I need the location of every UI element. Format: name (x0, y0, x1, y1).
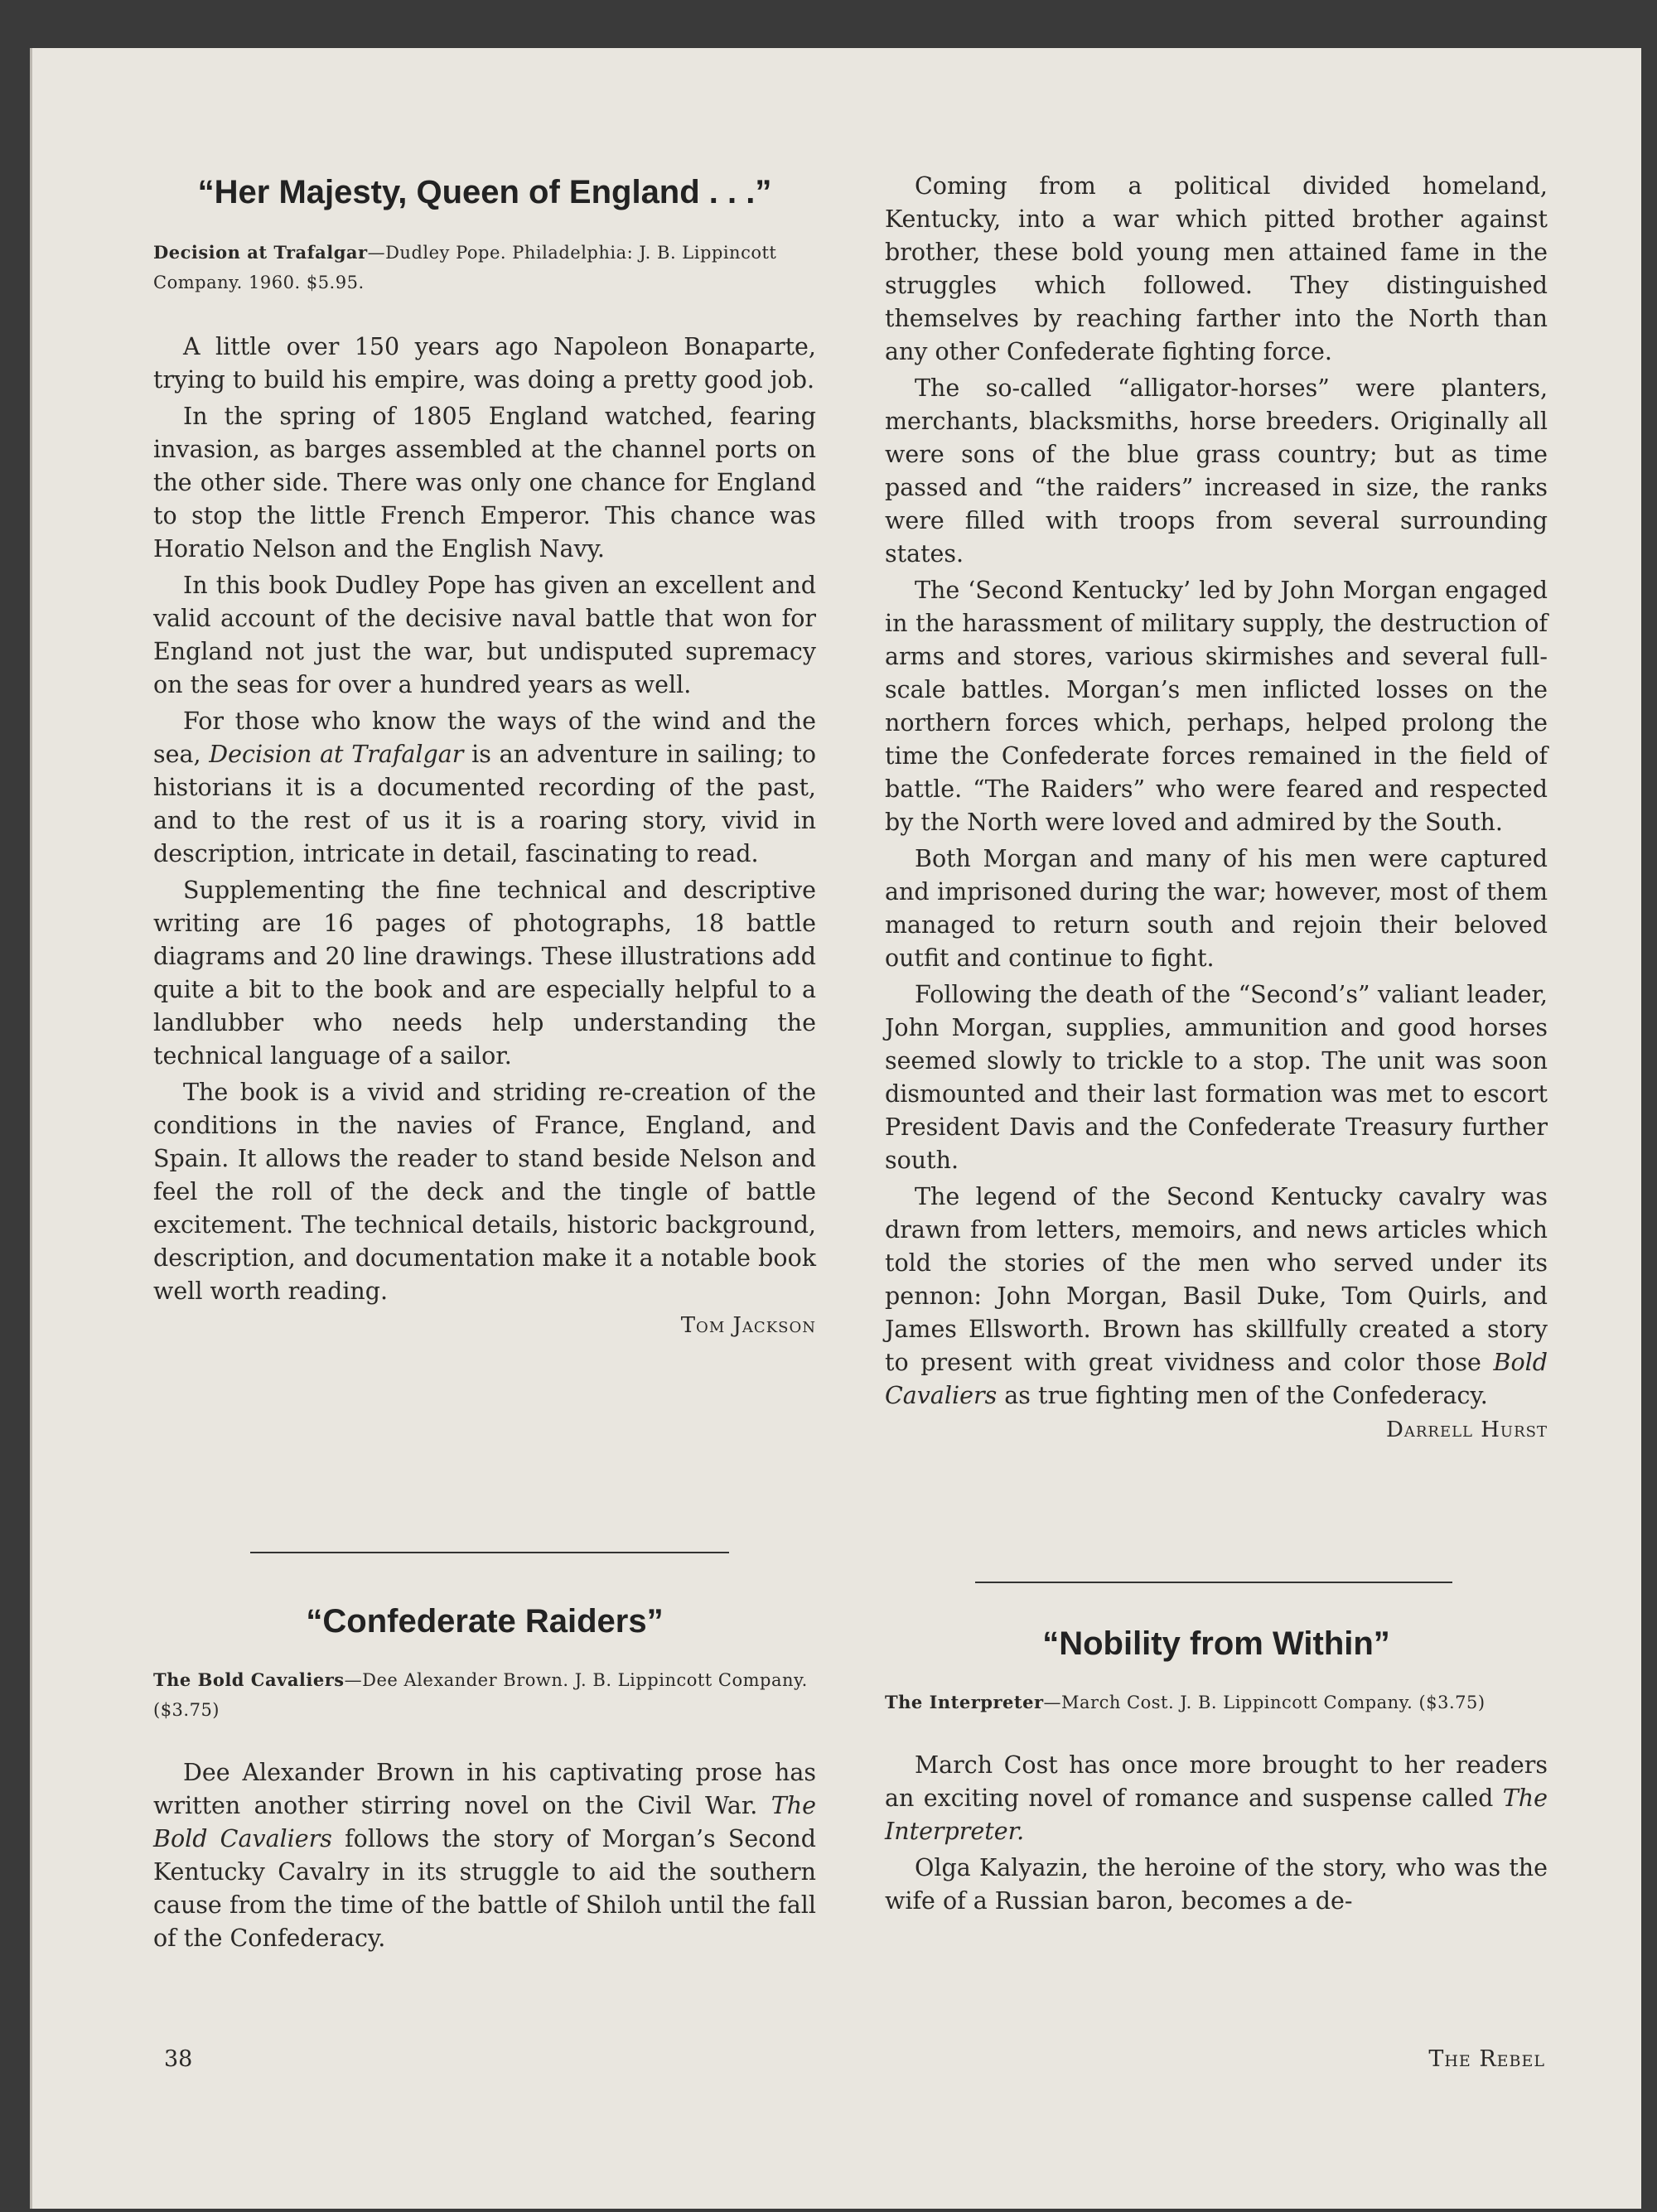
book-citation (153, 238, 816, 297)
paragraph (153, 874, 816, 1073)
book-title: The Interpreter (885, 1692, 1044, 1712)
paragraph (885, 978, 1548, 1177)
review-title: “Confederate Raiders” (306, 1603, 664, 1640)
book-citation (153, 1665, 816, 1725)
paragraph (153, 1756, 816, 1955)
text-run: Dee Alexander Brown in his captivating prose has written another stirring novel on the Civil War. (153, 1759, 816, 1819)
text-run: The ‘Second Kentucky’ led by John Morgan engaged in the harassment of military supply, the destruction of arms and stores, various skirmishes and several full-scale battles. Morgan’s men inflicted losses on the northern forces which, perhaps, helped prolong the time the Confederate forces remained in the field of battle. “The Raiders” who were feared and respected by the North were loved and admired by the South. (885, 577, 1548, 836)
review-title: “Nobility from Within” (1042, 1625, 1390, 1662)
text-run: Supplementing the fine technical and descriptive writing are 16 pages of photographs, 18 battle diagrams and 20 line drawings. These illustrations add quite a bit to the book and are especially helpful to a landlubber who needs help understanding the technical language of a sailor. (153, 877, 816, 1070)
book-title-italic: The Interpreter. (885, 1785, 1548, 1845)
text-run: is an adventure in sailing; to historians it is a documented recording of the past, and to the rest of us it is a roaring story, vivid in description, intricate in detail, fascinating to read. (153, 741, 816, 867)
paragraph (885, 1181, 1548, 1413)
text-run: Olga Kalyazin, the heroine of the story, who was the wife of a Russian baron, becomes a de- (885, 1854, 1548, 1915)
book-title: The Bold Cavaliers (153, 1669, 345, 1690)
paragraph (153, 569, 816, 702)
review-confederate-raiders (153, 1603, 816, 1958)
text-run: The so-called “alligator-horses” were planters, merchants, blacksmiths, horse breeders. Originally all were sons of the blue grass country; but as time passed and “the raiders” increased in size, the ranks were filled with troops from several surrounding states. (885, 374, 1548, 567)
text-run: as true fighting men of the Confederacy. (997, 1382, 1488, 1409)
text-run: For those who know the ways of the wind and the sea, (153, 708, 816, 768)
paragraph (885, 372, 1548, 571)
review-body (885, 170, 1548, 1413)
text-run: Following the death of the “Second’s” valiant leader, John Morgan, supplies, ammunition and good horses seemed slowly to trickle to a stop. The unit was soon dismounted and their last formation was met to escort President Davis and the Confederate Treasury further south. (885, 981, 1548, 1174)
book-title: Decision at Trafalgar (153, 242, 368, 263)
review-body (153, 1756, 816, 1955)
divider (250, 1552, 729, 1553)
paragraph (153, 331, 816, 397)
book-title-italic: Bold Cavaliers (885, 1349, 1548, 1409)
paragraph (885, 574, 1548, 839)
paragraph (885, 843, 1548, 975)
reviewer-signature: Tom Jackson (680, 1313, 816, 1338)
text-run: Both Morgan and many of his men were captured and imprisoned during the war; however, most of them managed to return south and rejoin their beloved outfit and continue to fight. (885, 845, 1548, 972)
review-title: “Her Majesty, Queen of England . . .” (197, 174, 772, 210)
book-title-italic: Decision at Trafalgar (209, 741, 464, 768)
magazine-name: The Rebel (1428, 2046, 1545, 2072)
citation-details: —Dudley Pope. Philadelphia: J. B. Lippincott Company. 1960. $5.95. (153, 243, 777, 292)
text-run: In this book Dudley Pope has given an excellent and valid account of the decisive naval battle that won for England not just the war, but undisputed supremacy on the seas for over a hundred years as well. (153, 572, 816, 698)
book-citation (885, 1688, 1548, 1717)
text-run: The legend of the Second Kentucky cavalry was drawn from letters, memoirs, and news articles which told the stories of the men who served under its pennon: John Morgan, Basil Duke, Tom Quirls, and James Ellsworth. Brown has skillfully created a story to present with great vividness and color those (885, 1183, 1548, 1376)
page-number: 38 (164, 2046, 193, 2072)
citation-details: —March Cost. J. B. Lippincott Company. ($3.75) (1043, 1693, 1486, 1712)
paragraph (153, 1076, 816, 1308)
reviewer-signature: Darrell Hurst (1386, 1418, 1548, 1442)
review-body (885, 1749, 1548, 1918)
review-nobility (885, 1625, 1548, 1921)
review-body (153, 331, 816, 1308)
paragraph (885, 170, 1548, 369)
review-confederate-raiders-continued (885, 170, 1548, 1442)
text-run: Coming from a political divided homeland, Kentucky, into a war which pitted brother against brother, these bold young men attained fame in the struggles which followed. They distinguished themselves by reaching farther into the North than any other Confederate fighting force. (885, 172, 1548, 365)
text-run: The book is a vivid and striding re-creation of the conditions in the navies of France, England, and Spain. It allows the reader to stand beside Nelson and feel the roll of the deck and the tingle of battle excitement. The technical details, historic background, description, and documentation make it a notable book well worth reading. (153, 1079, 816, 1305)
paragraph (885, 1749, 1548, 1848)
citation-details: —Dee Alexander Brown. J. B. Lippincott Company. ($3.75) (153, 1670, 808, 1720)
book-title-italic: The Bold Cavaliers (153, 1792, 816, 1852)
paragraph (153, 400, 816, 566)
divider (975, 1582, 1452, 1583)
review-trafalgar (153, 174, 816, 1338)
text-run: follows the story of Morgan’s Second Kentucky Cavalry in its struggle to aid the southern cause from the time of the battle of Shiloh until the fall of the Confederacy. (153, 1825, 816, 1952)
text-run: In the spring of 1805 England watched, fearing invasion, as barges assembled at the channel ports on the other side. There was only one chance for England to stop the little French Emperor. This chance was Horatio Nelson and the English Navy. (153, 403, 816, 563)
text-run: March Cost has once more brought to her readers an exciting novel of romance and suspense called (885, 1751, 1548, 1812)
paragraph (153, 705, 816, 871)
text-run: A little over 150 years ago Napoleon Bonaparte, trying to build his empire, was doing a pretty good job. (153, 333, 816, 394)
paragraph (885, 1852, 1548, 1918)
